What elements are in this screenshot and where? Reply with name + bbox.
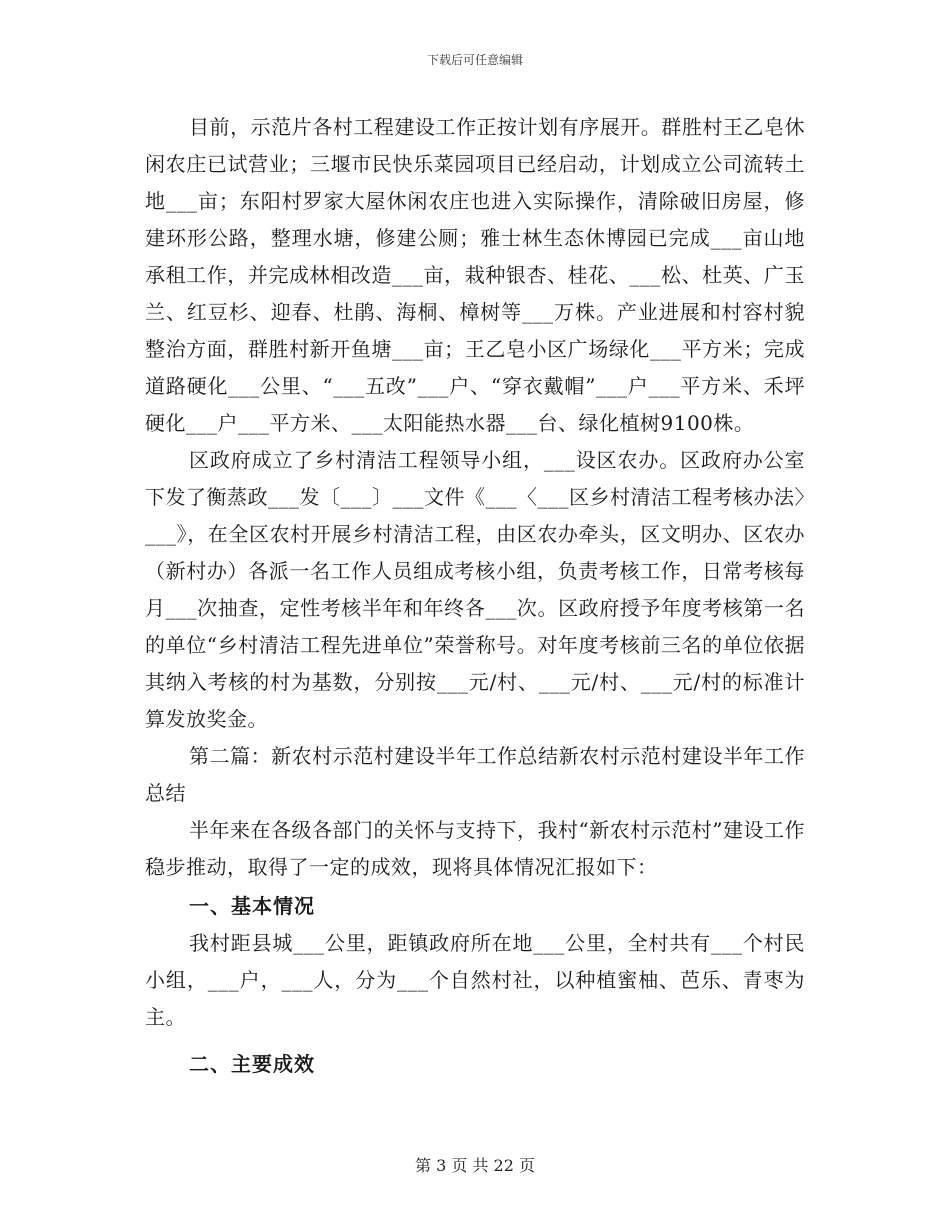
- paragraph-basic-info: 我村距县城___公里，距镇政府所在地___公里，全村共有___个村民小组，___户，___人，分为___个自然村社，以种植蜜柚、芭乐、青枣为主。: [145, 931, 805, 1029]
- paragraph-cleaning-project: 区政府成立了乡村清洁工程领导小组，___设区农办。区政府办公室下发了衡蒸政___发〔___〕___文件《___〈___区乡村清洁工程考核办法〉___》，在全区农村开展乡村清洁工程，由区农办牵头，区文明办、区农办（新村办）各派一名工作人员组成考核小组，负责考核工作，日常考核每月___次抽查，定性考核半年和年终各___次。区政府授予年度考核第一名的单位“乡村清洁工程先进单位”荣誉称号。对年度考核前三名的单位依据其纳入考核的村为基数，分别按___元/村、___元/村、___元/村的标准计算发放奖金。: [145, 448, 805, 731]
- paragraph-progress: 目前，示范片各村工程建设工作正按计划有序展开。群胜村王乙皂休闲农庄已试营业；三堰市民快乐菜园项目已经启动，计划成立公司流转土地___亩；东阳村罗家大屋休闲农庄也进入实际操作，清除破旧房屋，修建环形公路，整理水塘，修建公厕；雅士林生态休博园已完成___亩山地承租工作，并完成林相改造___亩，栽种银杏、桂花、___松、杜英、广玉兰、红豆杉、迎春、杜鹃、海桐、樟树等___万株。产业进展和村容村貌整治方面，群胜村新开鱼塘___亩；王乙皂小区广场绿化___平方米；完成道路硬化___公里、“___五改”___户、“穿衣戴帽”___户___平方米、禾坪硬化___户___平方米、___太阳能热水器___台、绿化植树9100株。: [145, 115, 805, 435]
- document-body: [145, 109, 805, 1083]
- paragraph-second-article-title: 第二篇：新农村示范村建设半年工作总结新农村示范村建设半年工作总结: [145, 744, 805, 805]
- section-heading-basic-info: 一、基本情况: [189, 894, 315, 918]
- section-heading-main-results: 二、主要成效: [189, 1052, 315, 1076]
- page-number: 第 3 页 共 22 页: [415, 1156, 535, 1175]
- page-header: 下载后可任意编辑: [426, 53, 523, 67]
- paragraph-intro: 半年来在各级各部门的关怀与支持下，我村“新农村示范村”建设工作稳步推动，取得了一定的成效，现将具体情况汇报如下：: [145, 818, 805, 879]
